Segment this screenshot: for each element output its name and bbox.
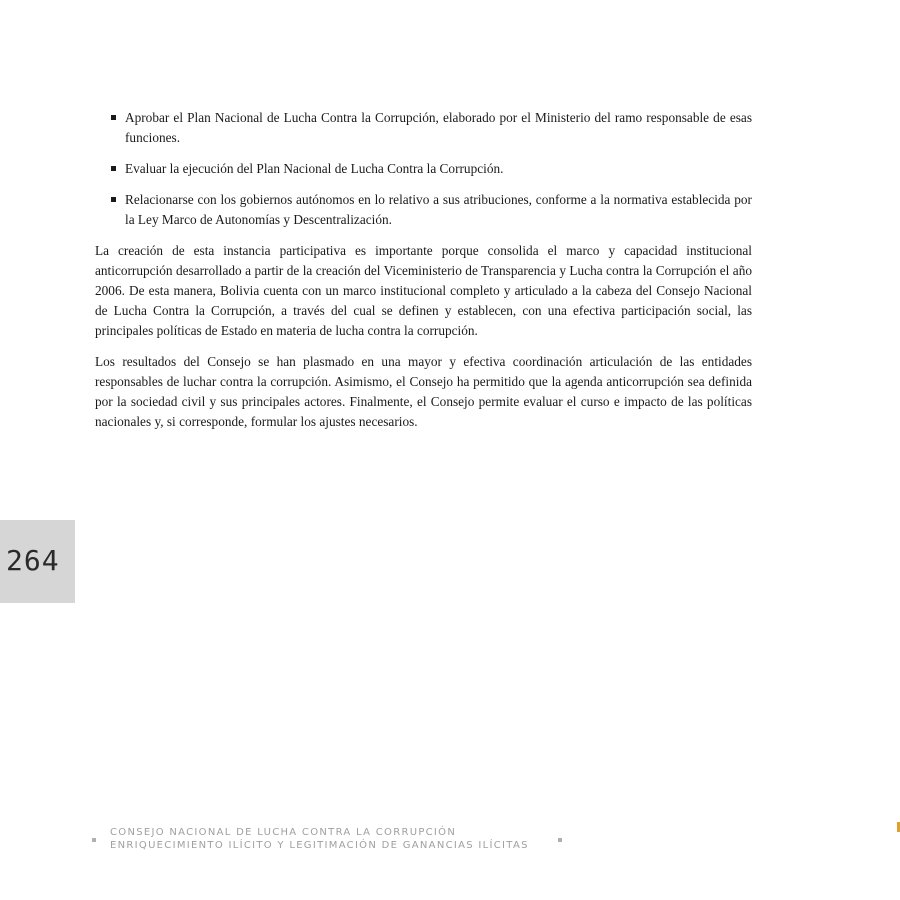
bullet-text: Relacionarse con los gobiernos autónomos en lo relativo a sus atribuciones, conforme a la normativa establecida por la Ley Marco de Autonomías y Descentralización.: [125, 192, 752, 227]
main-content: [95, 108, 752, 443]
bullet-square-icon: [111, 166, 116, 171]
page-number: 264: [6, 544, 60, 577]
bullet-list: [95, 108, 752, 230]
footer-square-icon: [92, 838, 96, 842]
bullet-item: [95, 159, 752, 179]
bullet-item: [95, 108, 752, 148]
footer-line-1: CONSEJO NACIONAL DE LUCHA CONTRA LA CORRUPCIÓN: [110, 827, 457, 838]
body-paragraph: La creación de esta instancia participativa es importante porque consolida el marco y capacidad institucional anticorrupción desarrollado a partir de la creación del Viceministerio de Transparencia y Lucha contra la Corrupción el año 2006. De esta manera, Bolivia cuenta con un marco institucional completo y articulado a la cabeza del Consejo Nacional de Lucha Contra la Corrupción, a través del cual se definen y establecen, con una efectiva participación social, las principales políticas de Estado en materia de lucha contra la corrupción.: [95, 243, 752, 338]
bullet-item: [95, 190, 752, 230]
body-paragraph: Los resultados del Consejo se han plasmado en una mayor y efectiva coordinación articulación de las entidades responsables de luchar contra la corrupción. Asimismo, el Consejo ha permitido que la agenda anticorrupción sea definida por la sociedad civil y sus principales actores. Finalmente, el Consejo permite evaluar el curso e impacto de las políticas nacionales y, si corresponde, formular los ajustes necesarios.: [95, 354, 752, 429]
page-number-tab: [0, 520, 75, 603]
bullet-text: Aprobar el Plan Nacional de Lucha Contra la Corrupción, elaborado por el Ministerio del ramo responsable de esas funciones.: [125, 110, 752, 145]
footer-square-icon: [558, 838, 562, 842]
footer-line-2: ENRIQUECIMIENTO ILÍCITO Y LEGITIMACIÓN DE GANANCIAS ILÍCITAS: [110, 840, 529, 851]
bullet-square-icon: [111, 115, 116, 120]
bullet-text: Evaluar la ejecución del Plan Nacional de Lucha Contra la Corrupción.: [125, 161, 504, 176]
bullet-square-icon: [111, 197, 116, 202]
page-footer: [92, 826, 572, 852]
